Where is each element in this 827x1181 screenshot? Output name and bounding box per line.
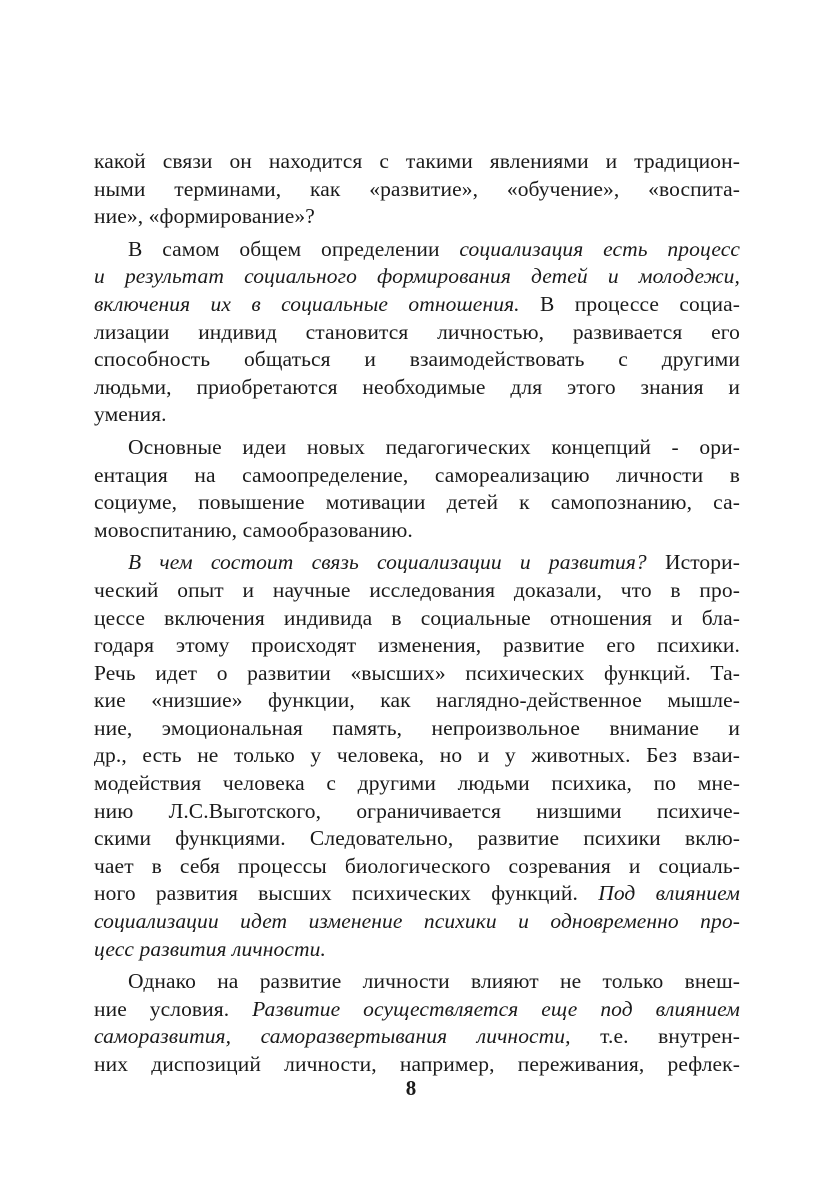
text-line: Основные идеи новых педагогических концепций - ори- [128,434,740,459]
text-line: ными терминами, как «развитие», «обучение», «воспита- [94,176,740,201]
italic-text: и результат социального формирования детей и молодежи, [94,264,740,289]
text-line: Речь идет о развитии «высших» психических функций. Та- [94,660,740,685]
text-line: ентация на самоопределение, самореализацию личности в [94,462,740,487]
text-line: скими функциями. Следовательно, развитие психики вклю- [94,826,740,851]
italic-text: включения их в социальные отношения. [94,291,520,316]
page-number: 8 [405,1076,417,1100]
text-line: мовоспитанию, самообразованию. [94,517,413,542]
body-text [94,148,740,1079]
text-line: ческий опыт и научные исследования доказали, что в про- [94,577,740,602]
text-line: Однако на развитие личности влияют не только внеш- [128,969,740,994]
italic-text: социализация есть процесс [459,236,740,261]
text-line [94,908,740,936]
text-line: способность общаться и взаимодействовать с другими [94,347,740,372]
text-line: чает в себя процессы биологического созревания и социаль- [94,853,740,878]
italic-text: Под влиянием [598,881,741,906]
text-line: социуме, повышение мотивации детей к самопознанию, са- [94,490,740,515]
text-line: умения. [94,402,167,427]
text-line: ние», «формирование»? [94,204,315,229]
text-line: В самом общем определении социализация есть процесс [128,236,740,261]
text-line [94,263,740,291]
italic-text: В чем состоит связь социализации и развития? [128,550,647,575]
text-line: др., есть не только у человека, но и у животных. Без взаи- [94,743,740,768]
text-line: годаря этому происходят изменения, развитие его психики. [94,633,740,658]
italic-text: социализации идет изменение психики и одновременно про- [94,909,740,934]
text-line: ного развития высших психических функций. Под влиянием [94,881,741,906]
text-line [94,936,740,964]
text-line: ние, эмоциональная память, непроизвольное внимание и [94,715,740,740]
text-line: ние условия. Развитие осуществляется еще под влиянием [94,996,740,1021]
text-line: цессе включения индивида в социальные отношения и бла- [94,605,740,630]
text-line: людьми, приобретаются необходимые для этого знания и [94,374,740,399]
text-line: лизации индивид становится личностью, развивается его [94,319,740,344]
text-line: В чем состоит связь социализации и развития? Истори- [128,550,740,575]
italic-text: цесс развития личности. [94,936,326,961]
text-line: включения их в социальные отношения. В процессе социа- [94,291,740,316]
text-line: кие «низшие» функции, как наглядно-действенное мышле- [94,688,740,713]
italic-text: Развитие осуществляется еще под влиянием [252,996,740,1021]
text-line: какой связи он находится с такими явлениями и традицион- [94,149,740,173]
text-line: саморазвития, саморазвертывания личности, т.е. внутрен- [94,1024,740,1049]
text-line: нию Л.С.Выготского, ограничивается низшими психиче- [94,798,740,823]
italic-text: саморазвития, саморазвертывания личности, [94,1024,571,1049]
text-line: них диспозиций личности, например, переживания, рефлек- [94,1052,740,1076]
text-line: модействия человека с другими людьми психика, по мне- [94,771,740,796]
